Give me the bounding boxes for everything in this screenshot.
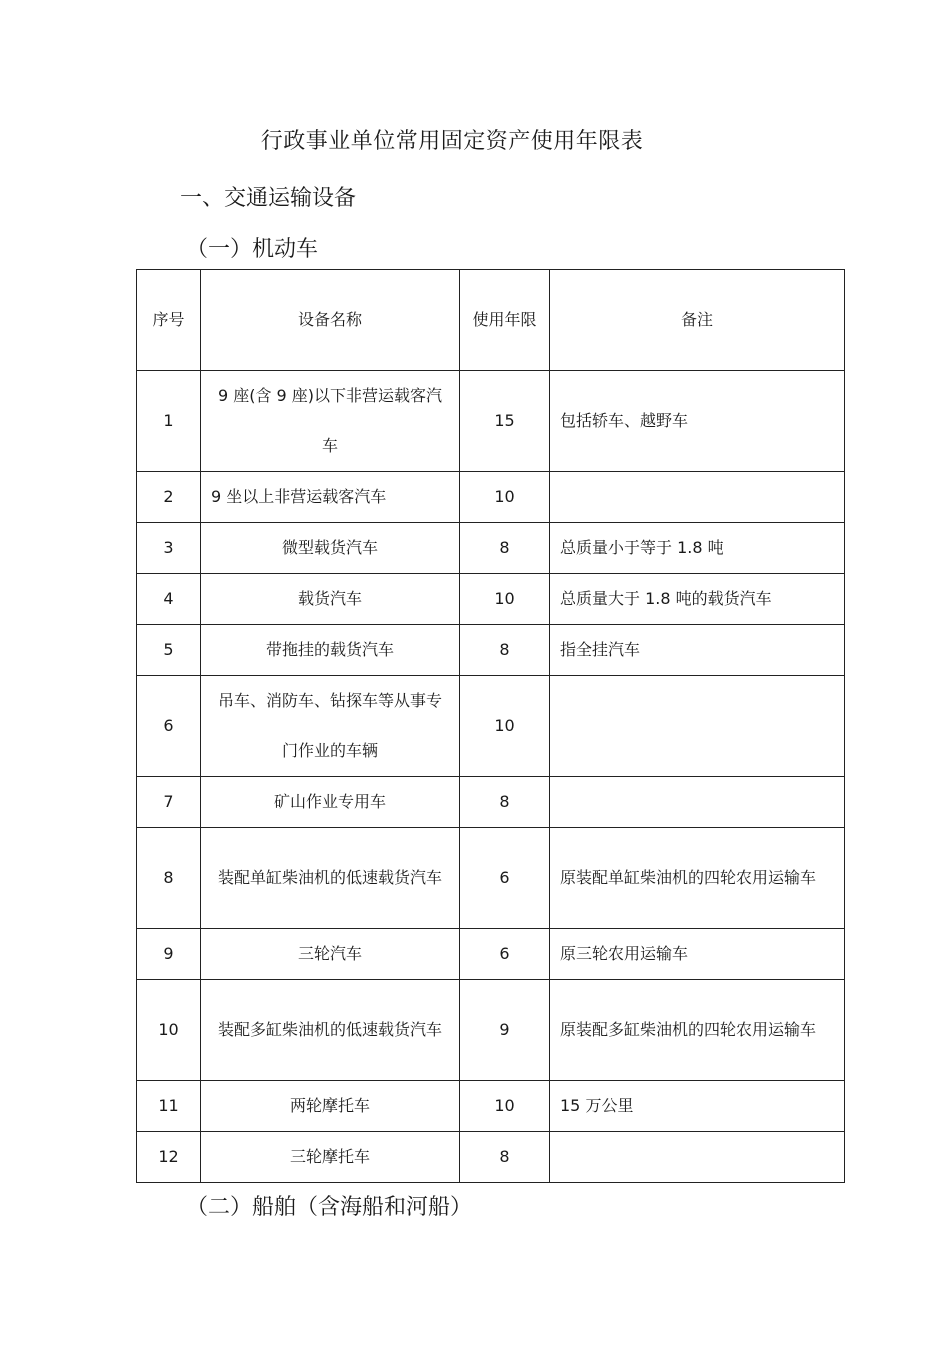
table-row xyxy=(137,980,845,1081)
table-header-row xyxy=(137,270,845,371)
table-row xyxy=(137,472,845,523)
cell-years: 10 xyxy=(460,676,550,777)
cell-years: 8 xyxy=(460,523,550,574)
cell-name: 装配单缸柴油机的低速载货汽车 xyxy=(201,828,460,929)
cell-remark: 原三轮农用运输车 xyxy=(550,929,845,980)
cell-no: 1 xyxy=(137,371,201,472)
cell-years: 8 xyxy=(460,1132,550,1183)
header-remark: 备注 xyxy=(550,270,845,371)
cell-name: 9 座(含 9 座)以下非营运载客汽车 xyxy=(201,371,460,472)
cell-no: 2 xyxy=(137,472,201,523)
cell-no: 8 xyxy=(137,828,201,929)
cell-name: 吊车、消防车、钻探车等从事专门作业的车辆 xyxy=(201,676,460,777)
cell-name: 三轮汽车 xyxy=(201,929,460,980)
table-row xyxy=(137,929,845,980)
table-row xyxy=(137,676,845,777)
table-row xyxy=(137,828,845,929)
cell-name: 带拖挂的载货汽车 xyxy=(201,625,460,676)
cell-years: 10 xyxy=(460,574,550,625)
cell-remark: 包括轿车、越野车 xyxy=(550,371,845,472)
cell-remark: 总质量大于 1.8 吨的载货汽车 xyxy=(550,574,845,625)
cell-no: 10 xyxy=(137,980,201,1081)
cell-remark xyxy=(550,472,845,523)
cell-remark xyxy=(550,777,845,828)
table-row xyxy=(137,371,845,472)
table-row xyxy=(137,574,845,625)
document-title-text: 行政事业单位常用固定资产使用年限表 xyxy=(260,129,644,154)
cell-remark xyxy=(550,1132,845,1183)
cell-remark: 原装配单缸柴油机的四轮农用运输车 xyxy=(550,828,845,929)
cell-name: 载货汽车 xyxy=(201,574,460,625)
cell-name: 9 坐以上非营运载客汽车 xyxy=(201,472,460,523)
header-name: 设备名称 xyxy=(201,270,460,371)
cell-years: 8 xyxy=(460,625,550,676)
cell-no: 7 xyxy=(137,777,201,828)
table-row xyxy=(137,777,845,828)
cell-no: 5 xyxy=(137,625,201,676)
cell-remark: 指全挂汽车 xyxy=(550,625,845,676)
cell-no: 11 xyxy=(137,1081,201,1132)
cell-years: 10 xyxy=(460,472,550,523)
cell-years: 6 xyxy=(460,929,550,980)
table-row xyxy=(137,1081,845,1132)
subsection-heading-ships: （二）船舶（含海船和河船） xyxy=(186,1195,473,1220)
cell-name: 装配多缸柴油机的低速载货汽车 xyxy=(201,980,460,1081)
cell-no: 9 xyxy=(137,929,201,980)
cell-no: 12 xyxy=(137,1132,201,1183)
section-heading: 一、交通运输设备 xyxy=(180,186,357,211)
table-row xyxy=(137,625,845,676)
cell-name: 微型载货汽车 xyxy=(201,523,460,574)
cell-name: 两轮摩托车 xyxy=(201,1081,460,1132)
document-title xyxy=(0,124,950,155)
cell-no: 6 xyxy=(137,676,201,777)
cell-remark: 总质量小于等于 1.8 吨 xyxy=(550,523,845,574)
table-row xyxy=(137,1132,845,1183)
cell-name: 三轮摩托车 xyxy=(201,1132,460,1183)
cell-years: 6 xyxy=(460,828,550,929)
cell-years: 10 xyxy=(460,1081,550,1132)
cell-remark: 原装配多缸柴油机的四轮农用运输车 xyxy=(550,980,845,1081)
cell-remark: 15 万公里 xyxy=(550,1081,845,1132)
cell-no: 4 xyxy=(137,574,201,625)
cell-years: 9 xyxy=(460,980,550,1081)
cell-no: 3 xyxy=(137,523,201,574)
cell-name: 矿山作业专用车 xyxy=(201,777,460,828)
cell-remark xyxy=(550,676,845,777)
header-years: 使用年限 xyxy=(460,270,550,371)
asset-lifespan-table xyxy=(136,269,845,1183)
cell-years: 15 xyxy=(460,371,550,472)
cell-years: 8 xyxy=(460,777,550,828)
header-no: 序号 xyxy=(137,270,201,371)
subsection-heading-vehicles: （一）机动车 xyxy=(186,237,319,262)
table-row xyxy=(137,523,845,574)
